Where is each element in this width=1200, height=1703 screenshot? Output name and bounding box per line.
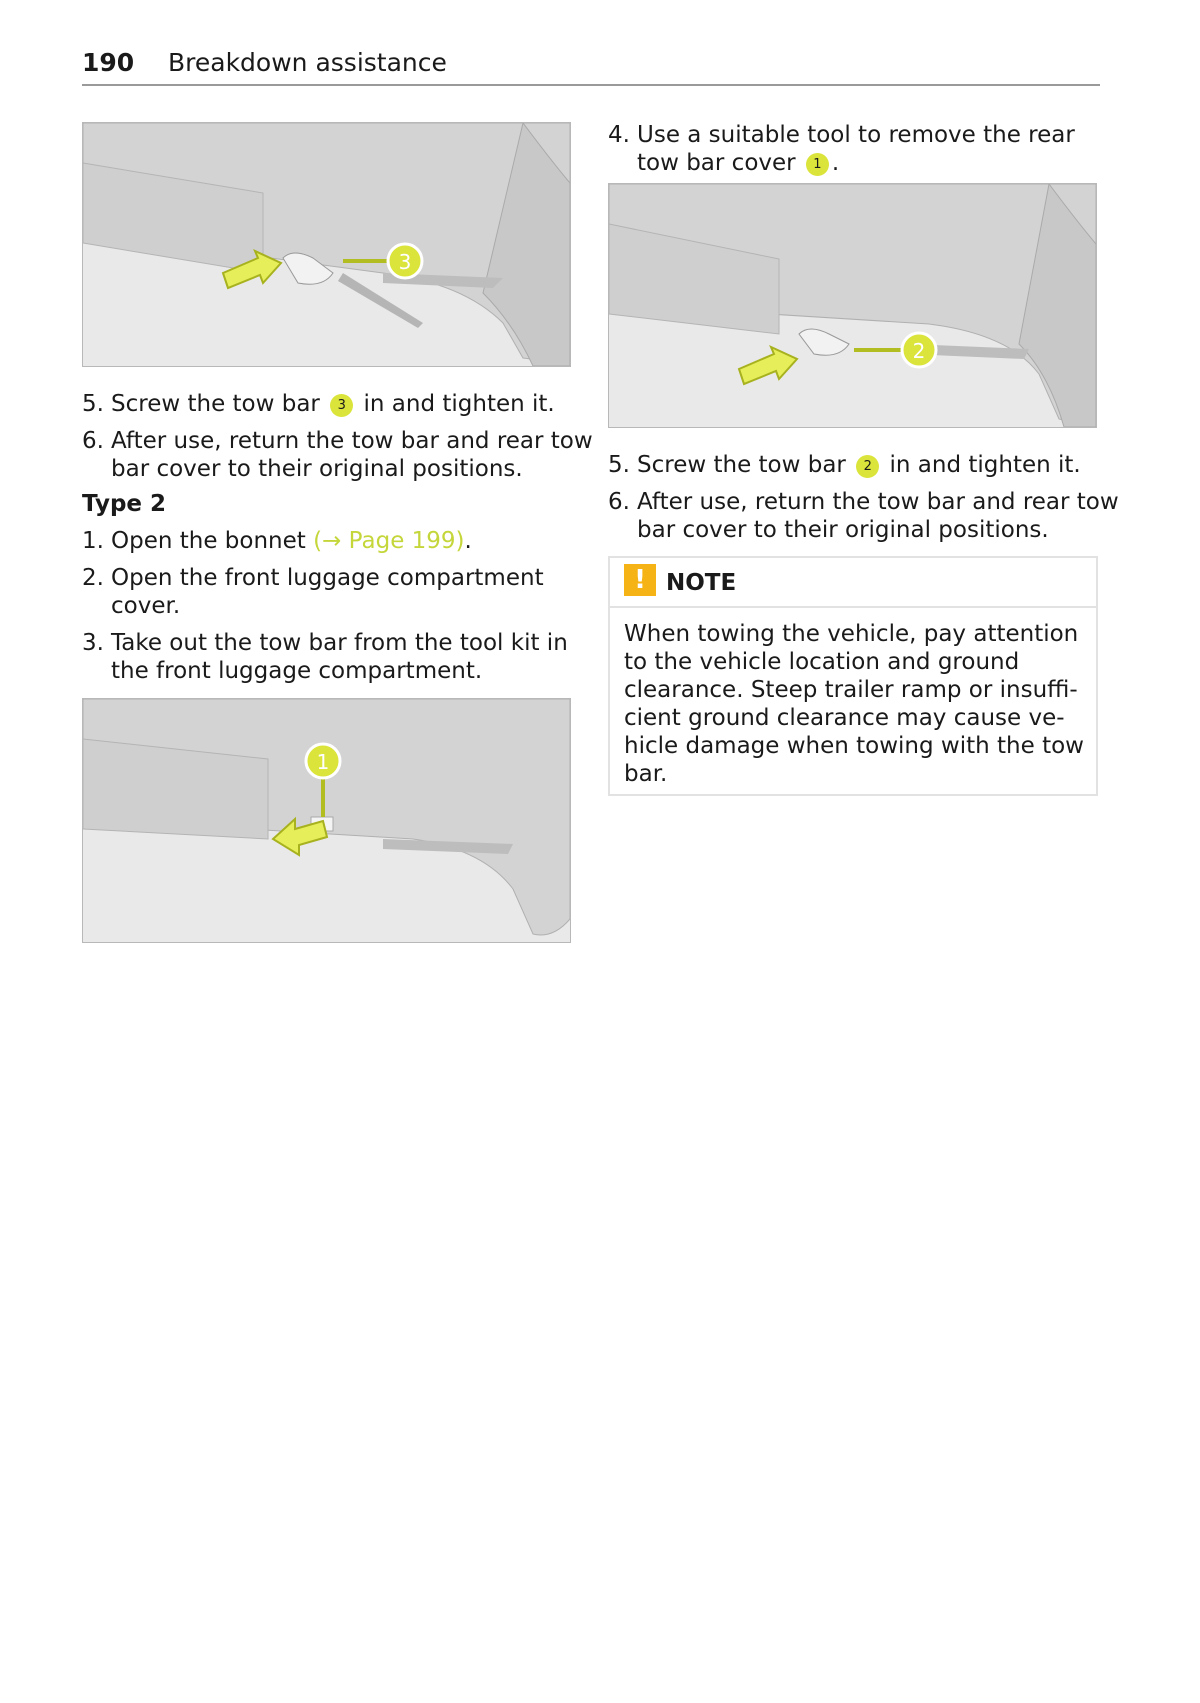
right-step-6 <box>608 488 1124 544</box>
chapter-title: Breakdown assistance <box>168 48 447 77</box>
illustration-rear-bumper-type2 <box>609 184 1096 427</box>
step-text: Open the bonnet <box>111 528 314 554</box>
note-header <box>610 558 1096 608</box>
type-2-heading: Type 2 <box>82 491 167 517</box>
step-text: Open the front luggage compartment cover. <box>111 565 544 619</box>
right-step-4 <box>608 121 1124 177</box>
step-text: After use, return the tow bar and rear tow bar cover to their original positions. <box>111 428 593 482</box>
step-number: 2. <box>82 565 104 591</box>
figure-tow-bar-installed <box>82 122 571 367</box>
figure-remove-cover <box>82 698 571 943</box>
step-number: 6. <box>82 428 104 454</box>
callout-2-icon: 2 <box>856 455 879 478</box>
step-text: Use a suitable tool to remove the rear tow bar cover <box>637 122 1075 176</box>
left-step-3 <box>82 629 598 685</box>
step-number: 3. <box>82 630 104 656</box>
left-step-2 <box>82 564 598 620</box>
left-step-5 <box>82 390 598 418</box>
step-text: Screw the tow bar <box>111 391 320 417</box>
page-199-link[interactable]: (→ Page 199) <box>313 528 465 554</box>
warning-icon: ! <box>624 564 656 596</box>
step-text: Screw the tow bar <box>637 452 846 478</box>
step-text: After use, return the tow bar and rear tow bar cover to their original positions. <box>637 489 1119 543</box>
figure-marker-2: 2 <box>912 339 926 363</box>
left-step-6 <box>82 427 598 483</box>
note-title: NOTE <box>666 570 737 596</box>
step-text: Take out the tow bar from the tool kit in the front luggage compartment. <box>111 630 568 684</box>
step-number: 4. <box>608 122 630 148</box>
note-box <box>608 556 1098 796</box>
figure-marker-1: 1 <box>316 750 330 774</box>
step-number: 5. <box>608 452 630 478</box>
callout-1-icon: 1 <box>806 153 829 176</box>
callout-3-icon: 3 <box>330 394 353 417</box>
step-text-suffix: in and tighten it. <box>363 391 555 417</box>
page-number: 190 <box>82 48 135 77</box>
step-text-suffix: . <box>464 528 472 554</box>
step-number: 5. <box>82 391 104 417</box>
note-body: When towing the vehicle, pay attention to the vehicle location and ground clearance. Steep trailer ramp or insuffi- cient ground clearance may cause ve- hicle damage when towing with the tow bar. <box>624 621 1084 787</box>
step-number: 1. <box>82 528 104 554</box>
figure-tow-bar-type2 <box>608 183 1097 428</box>
step-text-suffix: in and tighten it. <box>889 452 1081 478</box>
left-step-1 <box>82 527 598 555</box>
step-number: 6. <box>608 489 630 515</box>
illustration-rear-bumper <box>83 123 570 366</box>
step-text-suffix: . <box>831 150 840 176</box>
page-header <box>82 44 1100 86</box>
figure-marker-3: 3 <box>398 250 412 274</box>
illustration-rear-bumper-cover <box>83 699 570 942</box>
right-step-5 <box>608 451 1124 479</box>
